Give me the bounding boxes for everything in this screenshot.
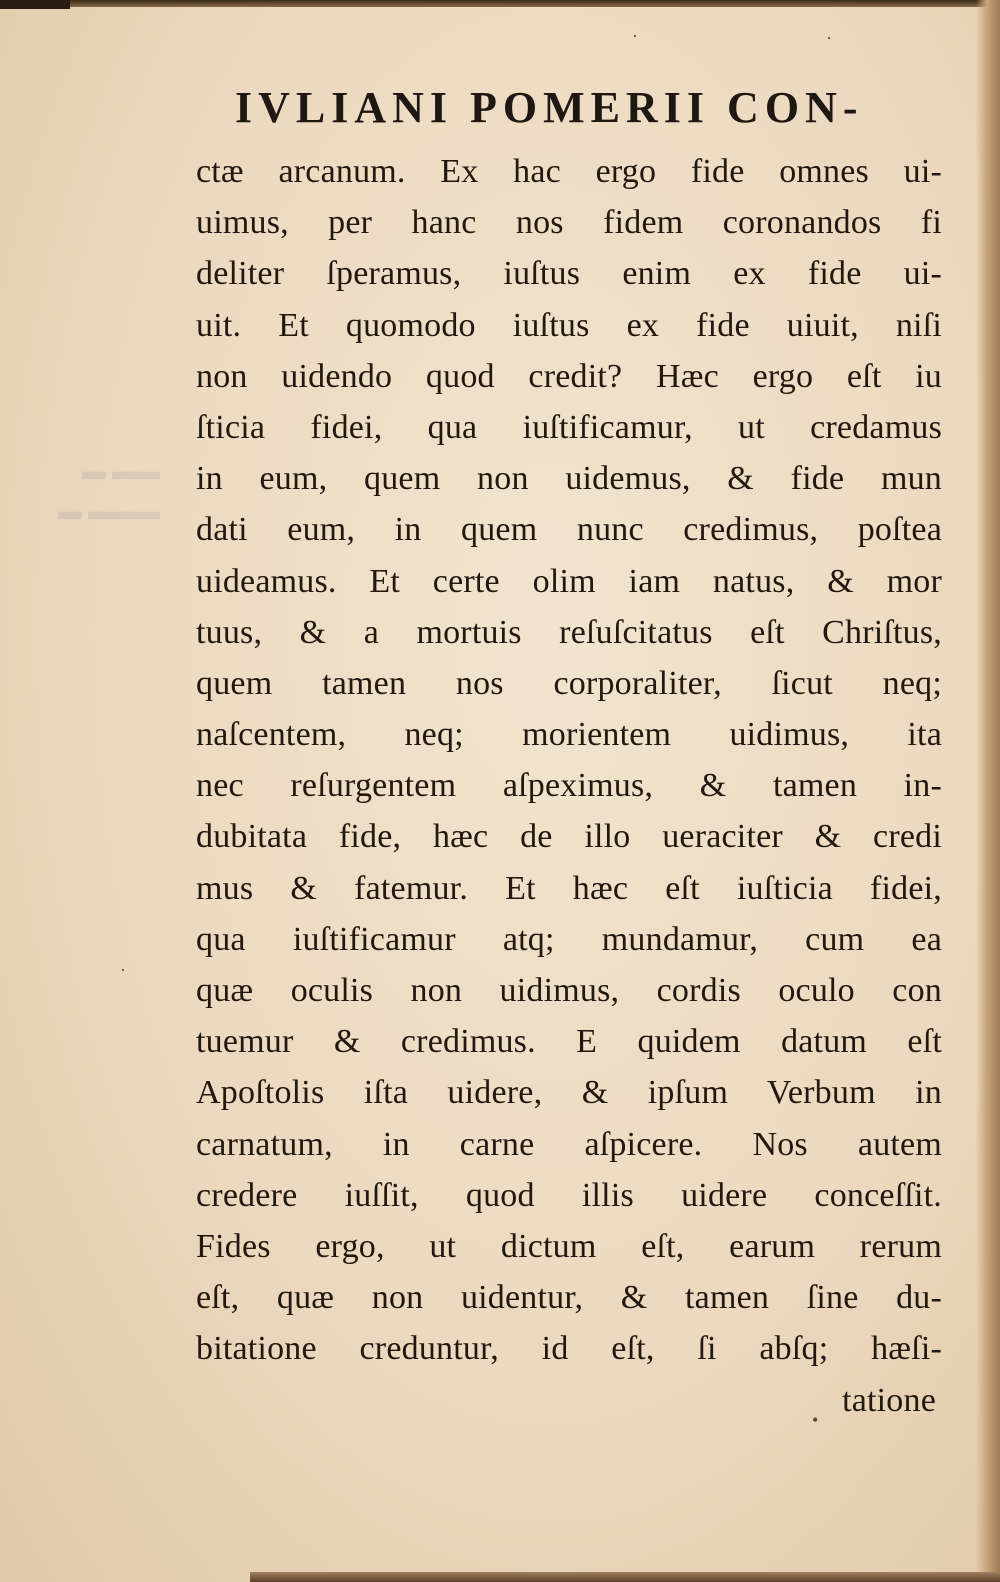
text-line: qua iuſtificamur atq; mundamur, cum ea (196, 920, 942, 958)
text-line: in eum, quem non uidemus, & fide mun (196, 460, 942, 498)
page-gutter-shadow (976, 0, 1000, 1582)
speck: • (812, 1410, 819, 1430)
text-line: bitatione creduntur, id eſt, ſi abſq; hæſi- (196, 1330, 942, 1368)
page-top-edge-dark (0, 0, 70, 9)
text-line: quem tamen nos corporaliter, ſicut neq; (196, 664, 942, 702)
running-head: IVLIANI POMERII CON- (235, 83, 864, 132)
page-top-edge (0, 0, 1000, 7)
text-line: uit. Et quomodo iuſtus ex fide uiuit, niſi (196, 306, 942, 344)
text-line: eſt, quæ non uidentur, & tamen ſine du- (196, 1279, 942, 1317)
text-line: tuus, & a mortuis reſuſcitatus eſt Chriſtus, (196, 613, 942, 651)
catchword: tatione (842, 1381, 936, 1419)
text-line: naſcentem, neq; morientem uidimus, ita (196, 716, 942, 754)
show-through-marks: ▬▬ ▬ ▬▬▬ ▬ (58, 459, 160, 525)
text-line: non uidendo quod credit? Hæc ergo eſt iu (196, 357, 942, 395)
text-line: uimus, per hanc nos fidem coronandos fi (196, 204, 942, 242)
text-line: ſticia fidei, qua iuſtificamur, ut credamus (196, 408, 942, 446)
text-line: deliter ſperamus, iuſtus enim ex fide ui- (196, 255, 942, 293)
text-line: tuemur & credimus. E quidem datum eſt (196, 1023, 942, 1061)
text-line: uideamus. Et certe olim iam natus, & mor (196, 562, 942, 600)
text-line: dubitata fide, hæc de illo ueraciter & credi (196, 818, 942, 856)
text-line: quæ oculis non uidimus, cordis oculo con (196, 972, 942, 1009)
speck: · (826, 28, 832, 48)
text-line: Apoſtolis iſta uidere, & ipſum Verbum in (196, 1074, 942, 1112)
text-line: mus & fatemur. Et hæc eſt iuſticia fidei, (196, 869, 942, 907)
text-line: credere iuſſit, quod illis uidere conceſſit. (196, 1176, 942, 1214)
text-line: dati eum, in quem nunc credimus, poſtea (196, 511, 942, 549)
speck: · (120, 960, 126, 980)
page-bottom-edge (250, 1572, 1000, 1582)
text-line: Fides ergo, ut dictum eſt, earum rerum (196, 1227, 942, 1265)
text-line: ctæ arcanum. Ex hac ergo fide omnes ui- (196, 153, 942, 190)
text-line: nec reſurgentem aſpeximus, & tamen in- (196, 767, 942, 805)
body-text (196, 146, 942, 1426)
speck: · (632, 26, 638, 46)
text-line: carnatum, in carne aſpicere. Nos autem (196, 1125, 942, 1163)
